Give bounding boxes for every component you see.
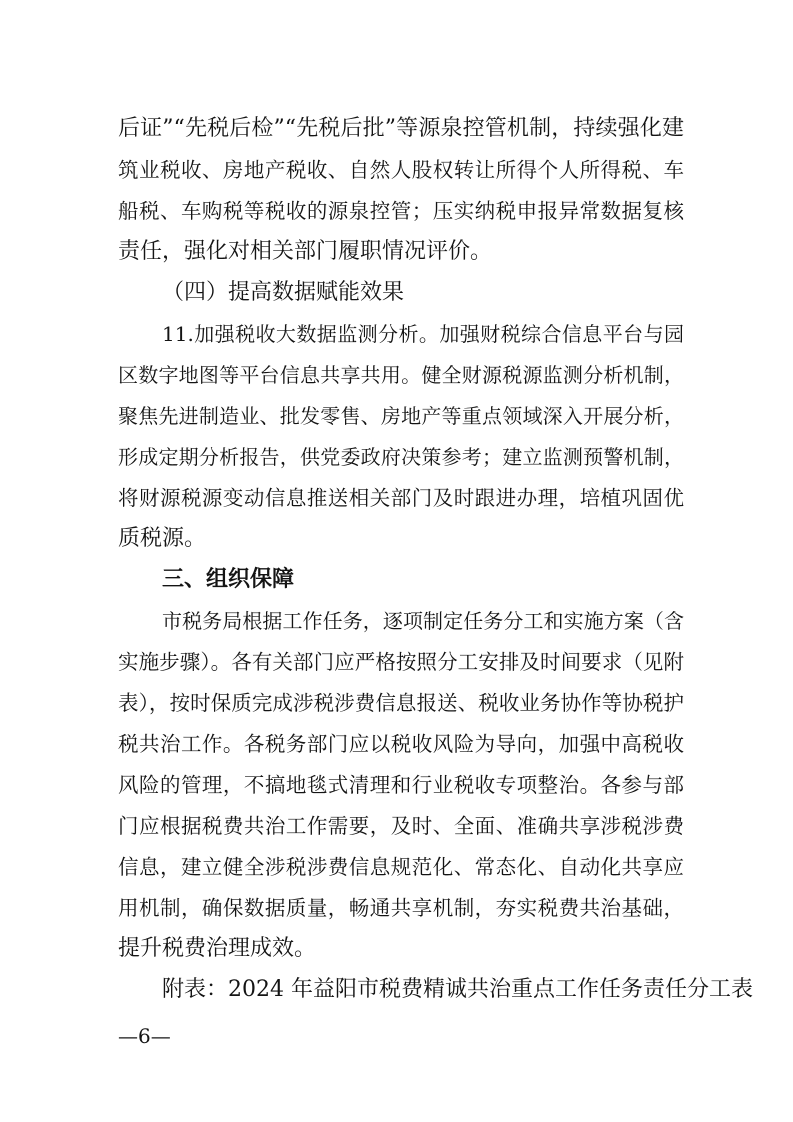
paragraph-line: 税共治工作。各税务部门应以税收风险为导向，加强中高税收: [118, 732, 684, 756]
paragraph-line: 区数字地图等平台信息共享共用。健全财源税源监测分析机制，: [118, 363, 684, 387]
subheading: （四）提高数据赋能效果: [162, 280, 405, 305]
paragraph-line: 信息，建立健全涉税涉费信息规范化、常态化、自动化共享应: [118, 855, 684, 879]
paragraph-line: 门应根据税费共治工作需要，及时、全面、准确共享涉税涉费: [118, 814, 684, 838]
paragraph-line: 筑业税收、房地产税收、自然人股权转让所得个人所得税、车: [118, 158, 684, 182]
page-number: —6—: [118, 1024, 171, 1048]
paragraph-line: 责任，强化对相关部门履职情况评价。: [118, 239, 493, 264]
attachment-note: 附表：2024 年益阳市税费精诚共治重点工作任务责任分工表: [162, 977, 753, 1002]
section-heading: 三、组织保障: [162, 567, 295, 592]
paragraph-line: 提升税费治理成效。: [118, 936, 317, 961]
paragraph-line: 实施步骤）。各有关部门应严格按照分工安排及时间要求（见附: [118, 650, 684, 674]
paragraph-line: 形成定期分析报告，供党委政府决策参考；建立监测预警机制，: [118, 445, 684, 469]
paragraph-line: 后证”“先税后检”“先税后批”等源泉控管机制，持续强化建: [118, 116, 684, 141]
paragraph-line: 风险的管理，不搞地毯式清理和行业税收专项整治。各参与部: [118, 773, 684, 797]
paragraph-line: 将财源税源变动信息推送相关部门及时跟进办理，培植巩固优: [118, 486, 684, 510]
paragraph-line: 用机制，确保数据质量，畅通共享机制，夯实税费共治基础，: [118, 896, 684, 920]
paragraph-line: 质税源。: [118, 526, 207, 551]
paragraph-line: 市税务局根据工作任务，逐项制定任务分工和实施方案（含: [162, 609, 684, 633]
paragraph-line: 表），按时保质完成涉税涉费信息报送、税收业务协作等协税护: [118, 691, 684, 715]
paragraph-line: 11.加强税收大数据监测分析。加强财税综合信息平台与园: [162, 322, 684, 346]
paragraph-line: 船税、车购税等税收的源泉控管；压实纳税申报异常数据复核: [118, 199, 684, 223]
paragraph-line: 聚焦先进制造业、批发零售、房地产等重点领域深入开展分析，: [118, 404, 684, 428]
